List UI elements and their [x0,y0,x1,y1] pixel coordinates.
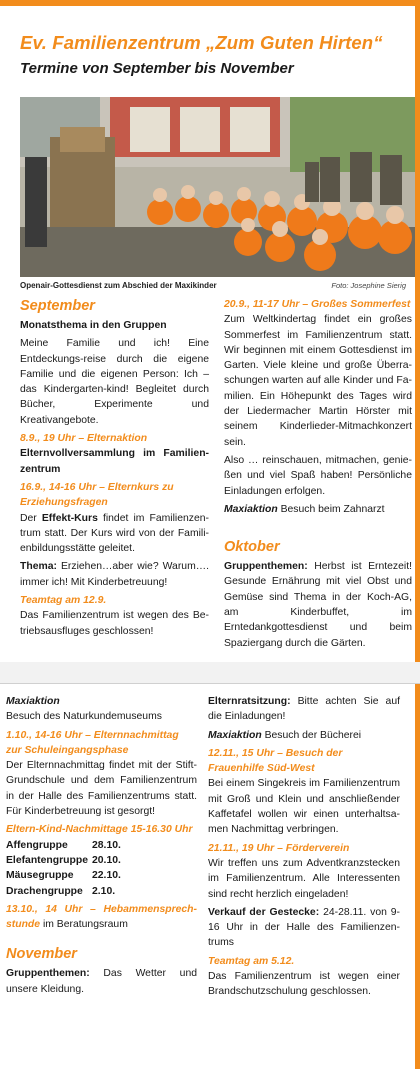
group-row [6,838,197,853]
page-title: Ev. Familienzentrum „Zum Guten Hirten“ [20,32,383,53]
event-heading: 13.10., 14 Uhr – Hebammensprech-stunde [6,903,197,931]
text-fragment: Herbst ist Erntezeit! Gesunde Ernährung mit viel Obst und Gemüse sind Thema in der Koch-AG, am Kinderbuffet, im Erntedankgottesdienst und beim Spaziergang durch die Gärten. [224,561,412,649]
text-fragment: Das Wetter und unsere Kleidung. [6,968,197,995]
group-row [6,868,197,883]
maxi-text [224,502,412,517]
text-fragment: Der [20,512,37,524]
group-topic-label: Gruppenthemen: [224,561,308,573]
group-topic-text [224,559,412,651]
photo-credit: Foto: Josephine Sierig [331,281,406,290]
event-heading: Eltern-Kind-Nachmittage 15-16.30 Uhr [6,824,193,836]
section-heading: Monatsthema in den Gruppen [20,320,167,331]
text-fragment: Besuch der Bücherei [264,729,362,741]
topic-text [20,559,209,590]
event-text: Also … reinschauen, mitmachen, genie-ßen und viel Spaß haben! Persönliche Einladungen erfolgen. [224,454,412,497]
event-text: Wir treffen uns zum Adventkranzstecken im Familienzentrum. Alle Interessenten sind recht herzlich eingeladen! [208,857,400,900]
group-date: 2.10. [92,885,116,897]
course-name: Effekt-Kurs [41,512,98,524]
group-date: 20.10. [92,854,121,866]
photo-caption: Openair-Gottesdienst zum Abschied der Maxikinder [20,281,217,290]
text-fragment: im Beratungsraum [42,919,128,931]
text-fragment: findet im Familienzen-trum statt. Der Kurs wird von der Famili-enbildungsstätte geleitet. [20,512,209,555]
page-subtitle: Termine von September bis November [20,60,294,77]
accent-right-bar [415,684,420,1069]
right-column [224,297,412,654]
event-heading: Teamtag am 5.12. [208,955,295,967]
page-two [0,683,420,1069]
right-column [208,694,400,1003]
maxi-text [208,728,400,743]
group-row [6,853,197,868]
event-text: Zum Weltkindertag findet ein großes Sommerfest im Familienzentrum statt. Wir beginnen mit einem Gottesdienst im Garten. Viele kleine und große Überra-schungen warten auf alle Kinder und Fa-milien. Ein Höhepunkt des Tages wird der Liedermacher Martin Hörster mit seinem Kinderlieder-Mitmachkonzert sein. [224,314,412,448]
event-text: Der Elternnachmittag findet mit der Stift-Grundschule und dem Familienzentrum in der Halle des Familienzentrums statt. Für Kinderbetreuung ist gesorgt! [6,760,197,818]
sale-label: Verkauf der Gestecke: [208,906,320,918]
accent-top-bar [0,0,420,6]
event-heading: Teamtag am 12.9. [20,595,107,607]
council-text [208,694,400,725]
event-photo [20,97,415,277]
group-date: 28.10. [92,839,121,851]
event-text: Elternvollversammlung im Familien-zentrum [20,448,209,475]
group-name: Elefantengruppe [6,854,88,866]
section-text: Meine Familie und ich! Eine Entdeckungs-reise durch die eigene Familie und die eigenen Person: Ich – das Kindergarten-kind! Begleitet durch Bücher, Experimente und Kreativangebote. [20,338,209,426]
event-text: Das Familienzentrum ist wegen des Be-triebsausfluges geschlossen! [20,610,209,637]
maxi-label: Maxiaktion [224,503,278,515]
text-fragment: Bitte achten Sie auf die Einladungen! [208,696,400,723]
event-heading: 20.9., 11-17 Uhr – Großes Sommerfest [224,299,411,310]
topic-label: Thema: [20,561,57,573]
event-text: Das Familienzentrum ist wegen einer Brandschutzschulung geschlossen. [208,971,400,998]
group-name: Affengruppe [6,839,68,851]
group-topic-text [6,966,197,997]
month-september: September [20,298,95,314]
event-heading: 1.10., 14-16 Uhr – Elternnachmittag zur Schuleingangsphase [6,729,179,756]
sale-text [208,905,400,951]
month-october: Oktober [224,539,280,556]
event-heading: 16.9., 14-16 Uhr – Elternkurs zu Erziehungsfragen [20,481,174,509]
council-label: Elternratsitzung: [208,696,291,707]
group-date: 22.10. [92,870,121,882]
maxi-text: Besuch des Naturkundemuseums [6,711,162,723]
event-text: Bei einem Singekreis im Familienzentrum mit Groß und Klein und anschließender Kaffetafel wollen wir einen unterhaltsa-men Nachmittag verbringen. [208,778,400,836]
text-fragment: Erziehen…aber wie? Warum…. immer ich! Mit Kinderbetreuung! [20,561,210,588]
event-heading: 21.11., 19 Uhr – Förderverein [208,842,350,854]
text-fragment: Besuch beim Zahnarzt [280,503,385,515]
group-name: Mäusegruppe [6,870,74,882]
event-heading: 12.11., 15 Uhr – Besuch der Frauenhilfe Süd-West [208,747,343,775]
event-text [20,511,209,557]
left-column [6,694,197,1000]
accent-right-bar [415,0,420,662]
month-november: November [6,946,77,963]
page-gap [0,662,420,683]
left-column [20,297,209,642]
group-name: Drachengruppe [6,885,83,897]
group-topic-label: Gruppenthemen: [6,968,90,980]
maxi-label: Maxiaktion [208,729,262,741]
group-row [6,884,197,899]
maxi-label: Maxiaktion [6,696,60,707]
event-heading: 8.9., 19 Uhr – Elternaktion [20,433,148,445]
text-fragment: 24-28.11. von 9-16 Uhr in der Halle des Familienzen-trums [208,906,401,949]
event-text [6,902,197,933]
